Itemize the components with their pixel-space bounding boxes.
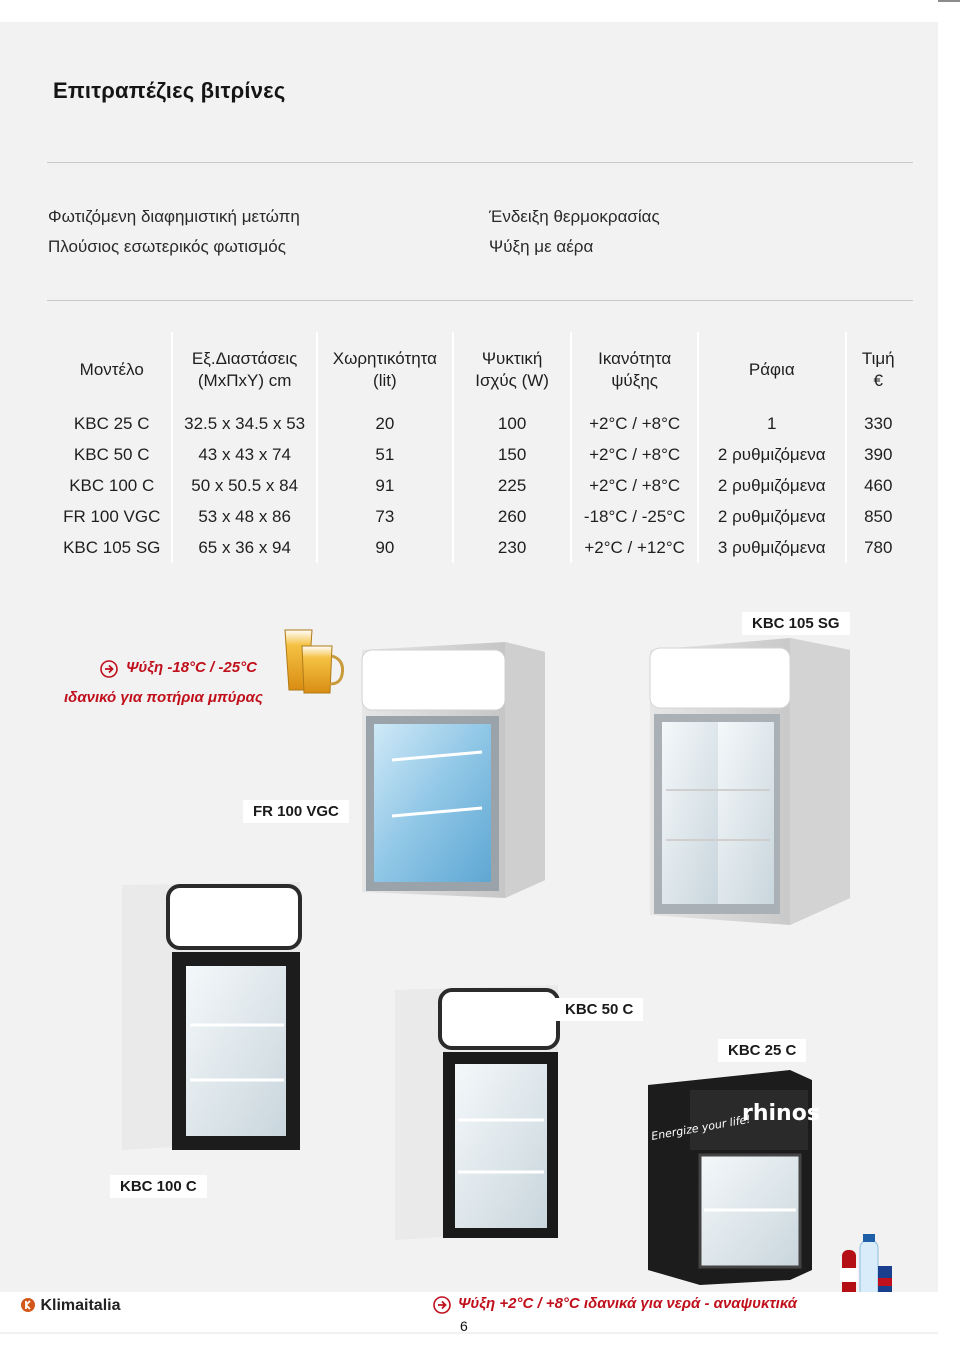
corner-rule (938, 0, 960, 2)
cell-dimensions: 65 x 36 x 94 (171, 532, 315, 563)
header-price: Τιμή € (845, 332, 910, 408)
table-row (52, 501, 910, 532)
header-power: Ψυκτική Ισχύς (W) (452, 332, 570, 408)
cell-price: 850 (845, 501, 910, 532)
cell-model: KBC 105 SG (63, 537, 161, 557)
cell-shelves: 2 ρυθμιζόμενα (697, 470, 845, 501)
header-cooling: Ικανότητα ψύξης (570, 332, 697, 408)
cell-capacity: 51 (316, 439, 452, 470)
cell-capacity: 20 (316, 408, 452, 439)
cell-shelves: 2 ρυθμιζόμενα (697, 439, 845, 470)
kbc100c-illustration (122, 882, 300, 1150)
cell-dimensions: 53 x 48 x 86 (171, 501, 315, 532)
header-shelves: Ράφια (697, 332, 845, 408)
feature-air-cooling: Ψύξη με αέρα (489, 237, 594, 256)
promo-drinks: Ψύξη +2°C / +8°C ιδανικά για νερά - αναψυκτικά (458, 1295, 798, 1312)
cell-power: 225 (452, 470, 570, 501)
header-dimensions: Εξ.Διαστάσεις (ΜxΠxΥ) cm (171, 332, 315, 408)
cell-dimensions: 32.5 x 34.5 x 53 (171, 408, 315, 439)
logo-text: Klimaitalia (40, 1297, 121, 1314)
product-label-fr100vgc: FR 100 VGC (243, 800, 349, 823)
table-header-row (52, 332, 910, 408)
cell-power: 230 (452, 532, 570, 563)
divider (47, 300, 913, 301)
rhinos-brand-text: rhinos (742, 1101, 820, 1126)
header-model: Μοντέλο (79, 360, 144, 379)
cell-dimensions: 43 x 43 x 74 (171, 439, 315, 470)
table-row (52, 408, 910, 439)
cell-shelves: 1 (697, 408, 845, 439)
page-title: Επιτραπέζιες βιτρίνες (53, 78, 286, 103)
product-label-kbc105sg: KBC 105 SG (742, 612, 850, 635)
cell-power: 150 (452, 439, 570, 470)
kbc25c-illustration (648, 1070, 820, 1285)
klimaitalia-logo (20, 1297, 120, 1315)
beer-glasses-illustration (285, 630, 343, 693)
cell-shelves: 3 ρυθμιζόμενα (697, 532, 845, 563)
promo-freezer-use: ιδανικό για ποτήρια μπύρας (64, 689, 263, 706)
cell-capacity: 90 (316, 532, 452, 563)
cell-capacity: 91 (316, 470, 452, 501)
page-number: 6 (460, 1318, 468, 1334)
cell-power: 260 (452, 501, 570, 532)
cell-price: 780 (845, 532, 910, 563)
feature-temperature-display: Ένδειξη θερμοκρασίας (489, 207, 660, 226)
cell-price: 330 (845, 408, 910, 439)
arrow-right-circle-icon (100, 660, 118, 678)
cell-capacity: 73 (316, 501, 452, 532)
klimaitalia-logo-icon (20, 1297, 36, 1313)
cell-price: 460 (845, 470, 910, 501)
arrow-right-circle-icon (433, 1296, 451, 1314)
cell-power: 100 (452, 408, 570, 439)
product-label-kbc100c: KBC 100 C (110, 1175, 207, 1198)
spec-table (52, 332, 910, 563)
cell-cooling: +2°C / +8°C (570, 408, 697, 439)
cell-price: 390 (845, 439, 910, 470)
kbc50c-illustration (395, 985, 558, 1240)
fr100vgc-illustration (362, 642, 545, 898)
cell-model: KBC 25 C (73, 413, 150, 433)
feature-interior-lighting: Πλούσιος εσωτερικός φωτισμός (48, 237, 286, 256)
cell-model: KBC 50 C (73, 444, 150, 464)
table-row (52, 439, 910, 470)
rhinos-slogan-text: Energize your life! (650, 1112, 752, 1143)
promo-freezer-temp: Ψύξη -18°C / -25°C (126, 659, 257, 676)
table-row (52, 532, 910, 563)
kbc105sg-illustration (650, 638, 850, 925)
cell-model: FR 100 VGC (63, 506, 161, 526)
product-label-kbc25c: KBC 25 C (718, 1039, 806, 1062)
cell-cooling: +2°C / +12°C (570, 532, 697, 563)
cell-cooling: +2°C / +8°C (570, 470, 697, 501)
cell-cooling: +2°C / +8°C (570, 439, 697, 470)
cell-dimensions: 50 x 50.5 x 84 (171, 470, 315, 501)
drinks-illustration (840, 1234, 892, 1300)
product-label-kbc50c: KBC 50 C (555, 998, 643, 1021)
table-row (52, 470, 910, 501)
cell-cooling: -18°C / -25°C (570, 501, 697, 532)
cell-model: KBC 100 C (69, 475, 155, 495)
feature-illuminated-header: Φωτιζόμενη διαφημιστική μετώπη (48, 207, 300, 226)
divider (47, 162, 913, 163)
header-capacity: Χωρητικότητα (lit) (316, 332, 452, 408)
cell-shelves: 2 ρυθμιζόμενα (697, 501, 845, 532)
